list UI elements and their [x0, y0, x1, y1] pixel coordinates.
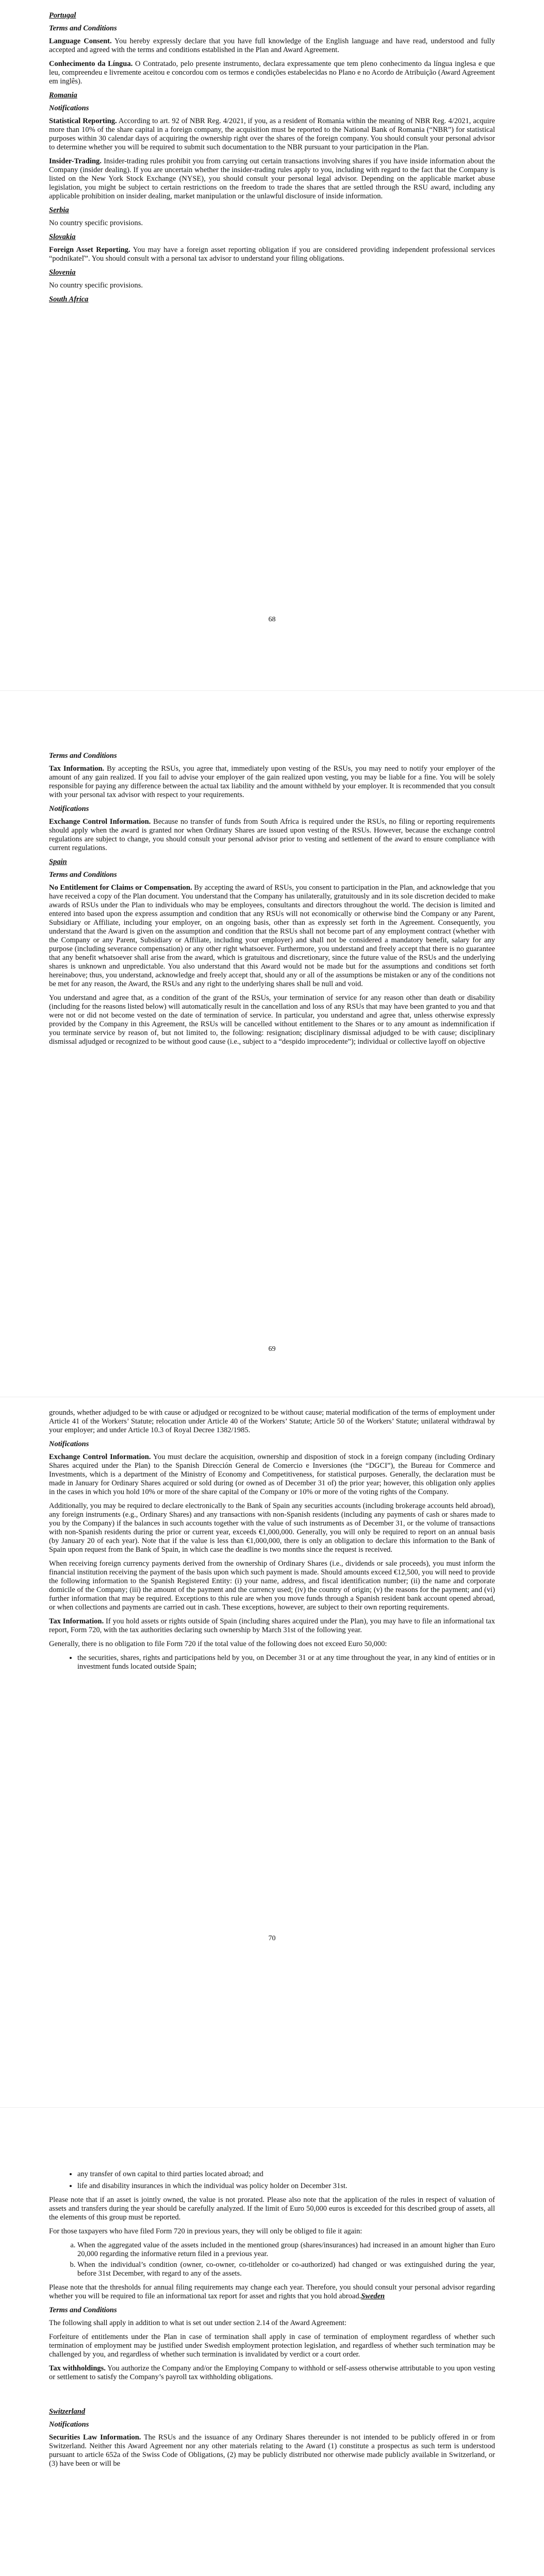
page-69 [0, 691, 544, 1397]
paragraph: The following shall apply in addition to what is set out under section 2.14 of the Award Agreement: [49, 2319, 347, 2327]
subheading-terms: Terms and Conditions [49, 24, 117, 32]
lead: Conhecimento da Língua. [49, 60, 133, 68]
paragraph [49, 818, 495, 853]
section-heading-south-africa: South Africa [49, 295, 89, 303]
lead: Exchange Control Information. [49, 818, 151, 826]
page-68 [0, 0, 544, 690]
paragraph [49, 157, 495, 201]
subheading-notifications: Notifications [49, 104, 89, 112]
list-item: a. When the aggregated value of the assets included in the mentioned group (shares/insurances) had increased in an amount higher than Euro 20,000 regarding the informative return filed in a previous year. [77, 2241, 495, 2259]
section-heading-spain: Spain [49, 858, 67, 866]
bullet-list [49, 1654, 495, 1671]
page-number: 68 [268, 616, 276, 623]
paragraph: grounds, whether adjudged to be with cause or adjudged or recognized to be without cause; material modification of the terms of employment under Article 41 of the Workers’ Statute; relocation under Article 40 of the Workers’ Statute; Article 50 of the Workers’ Statute; unilateral withdrawal by your employer; and under Article 10.3 of Royal Decree 1382/1985. [49, 1409, 495, 1434]
paragraph [49, 1617, 495, 1635]
text: O Contratado, pelo presente instrumento, declara expressamente que tem pleno conhecimento da língua inglesa e que leu, compreendeu e livremente aceitou e concordou com os termos e condições estabelecidas no Plano e no Acordo de Atribuição (Award Agreement em inglês). [49, 60, 495, 86]
text: According to art. 92 of NBR Reg. 4/2021, if you, as a resident of Romania within the meaning of NBR Reg. 4/2021, acquire more than 10% of the share capital in a foreign company, the acquisition must be reported to the National Bank of Romania (“NBR”) for statistical purposes within 30 calendar days of acquiring the ownership right over the shares of the foreign company. You should consult your personal advisor to determine whether you will be required to submit such documentation to the NBR pursuant to your participation in the Plan. [49, 117, 495, 151]
text: If you hold assets or rights outside of Spain (including shares acquired under the Plan), you may have to file an informational tax report, Form 720, with the tax authorities declaring such ownership by March 31st of the following year. [49, 1617, 495, 1634]
subheading-terms: Terms and Conditions [49, 2306, 117, 2314]
paragraph [49, 2433, 495, 2468]
list-item: b. When the individual’s condition (owner, co-owner, co-titleholder or co-authorized) had changed or was extinguished during the year, before 31st December, with regard to any of the assets. [77, 2261, 495, 2278]
page-number: 69 [268, 1345, 276, 1353]
lead: Securities Law Information. [49, 2433, 141, 2442]
page-68-content [49, 11, 495, 308]
section-heading-slovakia: Slovakia [49, 233, 76, 241]
paragraph: No country specific provisions. [49, 281, 143, 290]
paragraph: Please note that if an asset is jointly owned, the value is not prorated. Please also note that the application of the rules in respect of valuation of assets and transfers during the year should be carefully analyzed. If the limit of Euro 50,000 euros is exceeded for this described group of assets, all the elements of this group must be reported. [49, 2196, 495, 2222]
alpha-list [49, 2241, 495, 2278]
paragraph: You understand and agree that, as a condition of the grant of the RSUs, your termination of service for any reason other than death or disability (including for the reasons listed below) will automatically result in the cancellation and loss of any RSUs that may have been granted to you and that were not or did not become vested on the date of termination of service. In particular, you understand and agree that, unless otherwise expressly provided by the Company in this Agreement, the RSUs will be cancelled without entitlement to the Shares or to any amount as indemnification if you terminate service by reason of, but not limited to, the following: resignation; disciplinary dismissal adjudged to be with cause; disciplinary dismissal adjudged or recognized to be without good cause (i.e., subject to a “despido improcedente”); individual or collective layoff on objective [49, 994, 495, 1046]
paragraph: Additionally, you may be required to declare electronically to the Bank of Spain any securities accounts (including brokerage accounts held abroad), any foreign instruments (e.g., Ordinary Shares) and any transactions with non-Spanish residents (including any payments of cash or shares made to you by the Company) if the balances in such accounts together with the value of such instruments as of December 31, or the volume of transactions with non-Spanish residents during the prior or current year, exceeds €1,000,000. Generally, you will only be required to report on an annual basis (by January 20 of each year). Note that if the value is less than €1,000,000, there is only an obligation to declare this information to the Bank of Spain upon request from the Bank of Spain, in which case the deadline is two months since the request is received. [49, 1502, 495, 1554]
page-70-content [49, 1409, 495, 1676]
lead: Statistical Reporting. [49, 117, 117, 125]
paragraph [49, 246, 495, 263]
paragraph: For those taxpayers who have filed Form 720 in previous years, they will only be obliged to file it again: [49, 2227, 362, 2235]
subheading-notifications: Notifications [49, 805, 89, 813]
bullet-list [49, 2170, 495, 2191]
paragraph: No country specific provisions. [49, 219, 143, 227]
page-71 [0, 2108, 544, 2576]
paragraph [49, 60, 495, 86]
subheading-notifications: Notifications [49, 2420, 89, 2429]
paragraph: When receiving foreign currency payments derived from the ownership of Ordinary Shares (i.e., dividends or sale proceeds), you must inform the financial institution receiving the payment of the basis upon which such payment is made. Should amounts exceed €12,500, you will need to provide the following information to the Spanish Registered Entity: (i) your name, address, and fiscal identification number; (ii) the name and corporate domicile of the Company; (iii) the amount of the payment and the currency used; (iv) the country of origin; (v) the reasons for the payment; and (vi) further information that may be required. Exceptions to this rule are when you move funds through a Spanish resident bank account opened abroad, or when collections and payments are carried out in cash. These exceptions, however, are subject to their own reporting requirements. [49, 1560, 495, 1612]
text: You may have a foreign asset reporting obligation if you are considered providing independent professional services “podnikateľ”. You should consult with a personal tax advisor to understand your filing obligations. [49, 246, 495, 263]
text: You authorize the Company and/or the Employing Company to withhold or self-assess otherwise attributable to you upon vesting or settlement to satisfy the Company’s payroll tax withholding obligations. [49, 2364, 495, 2381]
text: By accepting the award of RSUs, you consent to participation in the Plan, and acknowledge that you have received a copy of the Plan document. You understand that the Company has unilaterally, gratuitously and in its sole discretion decided to make awards of RSUs under the Plan to individuals who may be employees, consultants and directors throughout the world. The decision is limited and entered into based upon the express assumption and condition that any RSUs will not economically or otherwise bind the Company or any Parent, Subsidiary or Affiliate, including your employer, on an ongoing basis, other than as expressly set forth in the Agreement. Consequently, you understand that the Award is given on the assumption and condition that the RSUs shall not become part of any employment contract (whether with the Company or any Parent, Subsidiary or Affiliate, including your employer) and shall not be considered a mandatory benefit, salary for any purpose (including severance compensation) or any other right whatsoever. Furthermore, you understand and freely accept that there is no guarantee that any benefit whatsoever shall arise from the award, which is gratuitous and discretionary, since the future value of the RSUs and the underlying shares is unknown and unpredictable. You also understand that this Award would not be made but for the assumptions and conditions set forth hereinabove; thus, you understand, acknowledge and freely accept that, should any or all of the assumptions be mistaken or any of the conditions not be met for any reason, the Award, the RSUs and any right to the underlying shares shall be null and void. [49, 884, 495, 988]
subheading-terms: Terms and Conditions [49, 871, 117, 879]
paragraph: Forfeiture of entitlements under the Plan in case of termination shall apply in case of termination of employment regardless of whether such termination of employment may be justified under Swedish employment protection legislation, and regardless of whether such termination may be challenged by you, and regardless of whether such termination is invalidated by verdict or a court order. [49, 2333, 495, 2359]
lead: Tax Information. [49, 765, 105, 773]
lead: Language Consent. [49, 37, 112, 45]
lead: No Entitlement for Claims or Compensation. [49, 884, 192, 892]
paragraph [49, 765, 495, 800]
paragraph [49, 884, 495, 989]
spacer [49, 2387, 495, 2408]
page-71-content [49, 2167, 495, 2473]
text: Insider-trading rules prohibit you from carrying out certain transactions involving shares if you have inside information about the Company (insider dealing). If you are uncertain whether the insider-trading rules apply to you, including with regard to the fact that the Company is listed on the New York Stock Exchange (NYSE), you should consult your personal legal advisor. Depending on the applicable market abuse legislation, you might be subject to certain restrictions on the freedom to trade the shares that are settled through the RSU award, including any applicable prohibition on insider dealing, market manipulation or the unlawful disclosure of inside information. [49, 157, 495, 200]
lead: Tax withholdings. [49, 2364, 106, 2372]
subheading-terms: Terms and Conditions [49, 752, 117, 760]
page-70 [0, 1397, 544, 2107]
lead: Exchange Control Information. [49, 1453, 151, 1461]
lead: Tax Information. [49, 1617, 104, 1625]
lead: Foreign Asset Reporting. [49, 246, 130, 254]
text: You must declare the acquisition, ownership and disposition of stock in a foreign company (including Ordinary Shares acquired under the Plan) to the Spanish Dirección General de Comercio e Inversiones (the “DGCI”), the Bureau for Commerce and Investments, which is a department of the Ministry of Economy and Competitiveness, for statistical purposes. Generally, the declaration must be made in January for Ordinary Shares acquired or sold during (or owned as of December 31 of) the prior year; however, this obligation only applies in the cases in which you hold 10% or more of the share capital of the Company or 10% or more of the voting rights of the Company. [49, 1453, 495, 1496]
list-item: • the securities, shares, rights and participations held by you, on December 31 or at any time throughout the year, in any kind of entities or in investment funds located outside Spain; [77, 1654, 495, 1671]
paragraph [49, 2364, 495, 2382]
section-heading-serbia: Serbia [49, 206, 69, 214]
text: Please note that the thresholds for annual filing requirements may change each year. Therefore, you should consult your personal advisor regarding whether you will be required to file an informational tax report for asset and rights that you hold abroad. [49, 2283, 495, 2300]
section-heading-romania: Romania [49, 91, 77, 99]
paragraph [49, 2283, 495, 2301]
paragraph [49, 37, 495, 55]
list-item: • life and disability insurances in which the individual was policy holder on December 31st. [77, 2182, 495, 2191]
page-69-content [49, 752, 495, 1052]
lead: Insider-Trading. [49, 157, 102, 165]
page-number: 70 [268, 1935, 276, 1942]
section-heading-slovenia: Slovenia [49, 268, 76, 277]
text: Because no transfer of funds from South Africa is required under the RSUs, no filing or reporting requirements should apply when the award is granted nor when Ordinary Shares are issued upon vesting of the RSUs. However, because the exchange control regulations are subject to change, you should consult your personal advisor prior to vesting and settlement of the award to ensure compliance with current regulations. [49, 818, 495, 852]
paragraph: Generally, there is no obligation to file Form 720 if the total value of the following does not exceed Euro 50,000: [49, 1640, 387, 1648]
text: By accepting the RSUs, you agree that, immediately upon vesting of the RSUs, you may need to notify your employer of the amount of any gain realized. If you fail to advise your employer of the gain realized upon vesting, you may be liable for a fine. You will be solely responsible for paying any difference between the actual tax liability and the amount withheld by your employer. It is recommended that you consult with your personal tax advisor with respect to your requirements. [49, 765, 495, 799]
section-heading-portugal: Portugal [49, 11, 76, 20]
text: You hereby expressly declare that you have full knowledge of the English language and have read, understood and fully accepted and agreed with the terms and conditions established in the Plan and Award Agreement. [49, 37, 495, 54]
subheading-notifications: Notifications [49, 1440, 89, 1448]
list-item: • any transfer of own capital to third parties located abroad; and [77, 2170, 495, 2179]
section-heading-switzerland: Switzerland [49, 2408, 86, 2416]
paragraph [49, 1453, 495, 1497]
text: The RSUs and the issuance of any Ordinary Shares thereunder is not intended to be publicly offered in or from Switzerland. Neither this Award Agreement nor any other materials relating to the Award (1) constitute a prospectus as such term is understood pursuant to article 652a of the Swiss Code of Obligations, (2) may be publicly distributed nor otherwise made publicly available in Switzerland, or (3) have been or will be [49, 2433, 495, 2468]
paragraph [49, 117, 495, 152]
section-heading-sweden: Sweden [361, 2292, 385, 2300]
